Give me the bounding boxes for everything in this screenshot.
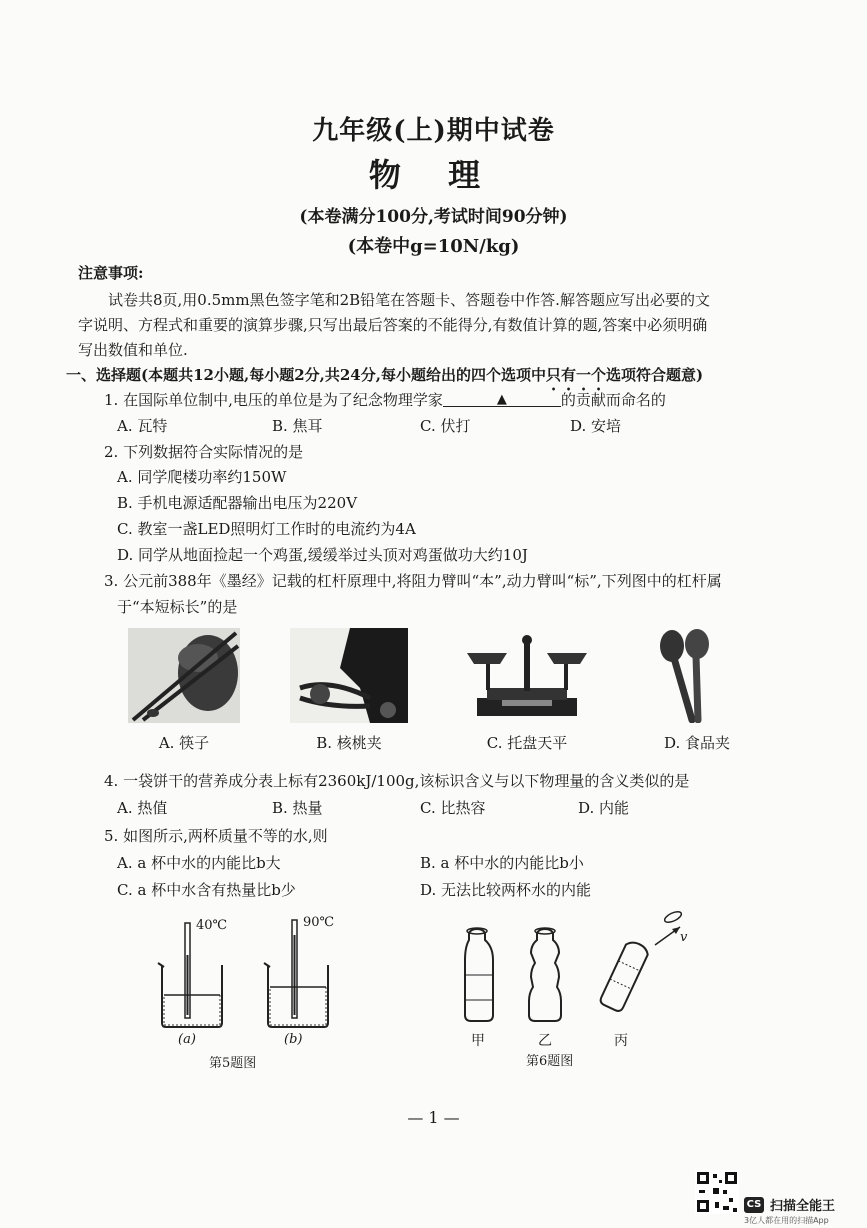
temp-label-a: 40℃ <box>196 918 228 933</box>
figure-6-bottles <box>455 905 695 1030</box>
q2-option-c: C. 教室一盏LED照明灯工作时的电流约为4A <box>117 520 416 538</box>
beaker-label-a: (a) <box>178 1032 196 1047</box>
figure-6-caption: 第6题图 <box>526 1054 574 1069</box>
exam-title: 九年级(上)期中试卷 <box>312 116 555 146</box>
notice-line-3: 写出数值和单位. <box>78 341 188 359</box>
question-4-stem: 4. 一袋饼干的营养成分表上标有2360kJ/100g,该标识含义与以下物理量的含义类似的是 <box>104 772 690 790</box>
q3-caption-a: A. 筷子 <box>158 734 210 752</box>
velocity-label: v <box>680 930 688 945</box>
page-number: — 1 — <box>407 1108 460 1127</box>
answer-blank <box>443 389 561 407</box>
q4-option-a: A. 热值 <box>117 799 168 817</box>
q4-option-c: C. 比热容 <box>420 799 486 817</box>
balance-scale-photo <box>462 628 592 723</box>
question-5-stem: 5. 如图所示,两杯质量不等的水,则 <box>104 827 328 845</box>
question-1-stem <box>104 389 666 410</box>
bottle-yi <box>529 929 561 1021</box>
chopsticks-photo <box>128 628 240 723</box>
bottle-label-yi: 乙 <box>538 1033 552 1049</box>
q2-option-a: A. 同学爬楼功率约150W <box>117 468 287 486</box>
exam-info-gravity: (本卷中g=10N/kg) <box>347 236 520 257</box>
q5-option-d: D. 无法比较两杯水的内能 <box>420 881 592 899</box>
question-1-text-end: 的贡献而命名的 <box>560 391 666 409</box>
camscanner-logo: CS <box>744 1197 764 1213</box>
q2-option-b: B. 手机电源适配器输出电压为220V <box>117 494 358 512</box>
q3-caption-c: C. 托盘天平 <box>486 734 568 752</box>
bottle-label-jia: 甲 <box>471 1033 485 1049</box>
qr-code-icon <box>695 1170 739 1214</box>
question-1-text: 1. 在国际单位制中,电压的单位是为了纪念物理学家 <box>104 391 443 409</box>
blank-triangle: ▲ <box>496 392 507 407</box>
question-3-line-2: 于“本短标长”的是 <box>117 598 238 616</box>
beaker-label-b: (b) <box>284 1032 303 1047</box>
section-1-heading-emphasis: 只有一个 <box>545 366 606 384</box>
question-2-stem: 2. 下列数据符合实际情况的是 <box>104 443 304 461</box>
exam-subject: 物 理 <box>368 156 499 194</box>
bottle-bing <box>599 939 650 1013</box>
q4-option-d: D. 内能 <box>578 799 630 817</box>
notice-heading: 注意事项: <box>78 264 144 282</box>
q5-option-c: C. a 杯中水含有热量比b少 <box>117 881 296 899</box>
scanner-brand-tagline: 3亿人都在用的扫描App <box>744 1216 829 1225</box>
figure-5-caption: 第5题图 <box>209 1056 257 1071</box>
temp-label-b: 90℃ <box>303 915 335 930</box>
beaker-b <box>268 965 328 1027</box>
question-3-line-1: 3. 公元前388年《墨经》记载的杠杆原理中,将阻力臂叫“本”,动力臂叫“标”,下列图中的杠杆属 <box>104 572 722 590</box>
q1-option-a: A. 瓦特 <box>117 417 168 435</box>
q5-option-a: A. a 杯中水的内能比b大 <box>117 854 281 872</box>
q1-option-d: D. 安培 <box>570 417 622 435</box>
scanner-brand: 扫描全能王 <box>770 1199 836 1214</box>
exam-info-score-time: (本卷满分100分,考试时间90分钟) <box>299 207 568 227</box>
bottle-label-bing: 丙 <box>614 1033 628 1049</box>
q1-option-c: C. 伏打 <box>420 417 471 435</box>
food-tongs-photo <box>652 628 722 723</box>
notice-line-1: 试卷共8页,用0.5mm黑色签字笔和2B铅笔在答题卡、答题卷中作答.解答题应写出必要的文 <box>108 291 710 309</box>
section-1-heading-c: 选项符合题意) <box>605 366 704 384</box>
q3-caption-d: D. 食品夹 <box>663 734 731 752</box>
q4-option-b: B. 热量 <box>272 799 323 817</box>
q2-option-d: D. 同学从地面捡起一个鸡蛋,缓缓举过头顶对鸡蛋做功大约10J <box>117 546 528 564</box>
flying-cap <box>663 910 683 925</box>
notice-line-2: 字说明、方程式和重要的演算步骤,只写出最后答案的不能得分,有数值计算的题,答案中必须明确 <box>78 316 708 334</box>
figure-5-beakers <box>150 915 350 1035</box>
section-1-heading-a: 一、选择题(本题共12小题,每小题2分,共24分,每小题给出的四个选项中 <box>66 366 546 384</box>
q1-option-b: B. 焦耳 <box>272 417 323 435</box>
q5-option-b: B. a 杯中水的内能比b小 <box>420 854 584 872</box>
q3-caption-b: B. 核桃夹 <box>316 734 382 752</box>
beaker-a <box>162 965 222 1027</box>
nutcracker-photo <box>290 628 408 723</box>
